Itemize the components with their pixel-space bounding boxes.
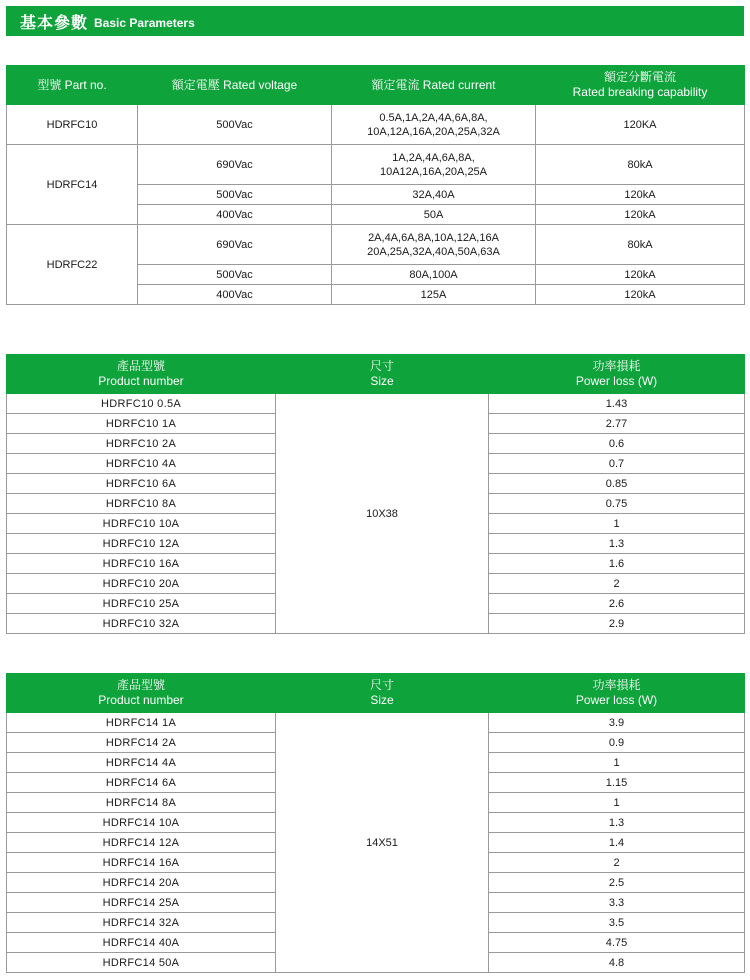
product-cell: HDRFC10 1A <box>7 414 276 434</box>
size-cell: 14X51 <box>276 713 489 973</box>
hdrfc14-power-loss-table <box>6 673 745 973</box>
power-loss-cell: 2.6 <box>489 594 745 614</box>
product-cell: HDRFC10 8A <box>7 494 276 514</box>
product-cell: HDRFC10 0.5A <box>7 394 276 414</box>
voltage-cell: 500Vac <box>138 185 332 205</box>
product-cell: HDRFC10 6A <box>7 474 276 494</box>
header-rated-current: 額定電流 Rated current <box>332 66 536 105</box>
power-loss-cell: 1.43 <box>489 394 745 414</box>
current-cell: 50A <box>332 205 536 225</box>
breaking-cell: 80kA <box>536 225 745 265</box>
power-loss-cell: 1 <box>489 793 745 813</box>
power-loss-cell: 0.9 <box>489 733 745 753</box>
power-loss-cell: 1.3 <box>489 813 745 833</box>
header-product-en: Product number <box>98 374 184 388</box>
section-title-zh: 基本參數 <box>20 14 89 32</box>
product-cell: HDRFC14 50A <box>7 953 276 973</box>
voltage-cell: 690Vac <box>138 225 332 265</box>
hdrfc10-power-loss-table <box>6 354 745 634</box>
power-loss-cell: 1.4 <box>489 833 745 853</box>
current-cell: 125A <box>332 285 536 305</box>
product-cell: HDRFC10 2A <box>7 434 276 454</box>
table-row <box>7 225 745 265</box>
voltage-cell: 400Vac <box>138 285 332 305</box>
product-cell: HDRFC14 6A <box>7 773 276 793</box>
table-header-row <box>7 66 745 105</box>
part-cell: HDRFC10 <box>7 105 138 145</box>
table-row <box>7 145 745 185</box>
current-cell: 32A,40A <box>332 185 536 205</box>
product-cell: HDRFC10 25A <box>7 594 276 614</box>
table-row <box>7 713 745 733</box>
part-cell: HDRFC14 <box>7 145 138 225</box>
product-cell: HDRFC14 1A <box>7 713 276 733</box>
power-loss-cell: 2 <box>489 574 745 594</box>
power-loss-cell: 4.75 <box>489 933 745 953</box>
current-line: 10A12A,16A,20A,25A <box>379 165 488 178</box>
power-loss-cell: 0.7 <box>489 454 745 474</box>
current-cell: 80A,100A <box>332 265 536 285</box>
header-loss-zh: 功率損耗 <box>592 678 641 692</box>
table-row <box>7 105 745 145</box>
current-line: 2A,4A,6A,8A,10A,12A,16A <box>368 231 499 244</box>
header-product-number <box>7 355 276 394</box>
product-cell: HDRFC14 12A <box>7 833 276 853</box>
current-line: 0.5A,1A,2A,4A,6A,8A, <box>379 111 488 124</box>
power-loss-cell: 1 <box>489 753 745 773</box>
product-cell: HDRFC14 10A <box>7 813 276 833</box>
header-loss-zh: 功率損耗 <box>592 359 641 373</box>
voltage-cell: 690Vac <box>138 145 332 185</box>
power-loss-cell: 2.5 <box>489 873 745 893</box>
current-line: 10A,12A,16A,20A,25A,32A <box>367 125 500 138</box>
product-cell: HDRFC10 20A <box>7 574 276 594</box>
product-cell: HDRFC10 4A <box>7 454 276 474</box>
size-cell: 10X38 <box>276 394 489 634</box>
power-loss-cell: 0.75 <box>489 494 745 514</box>
header-product-number <box>7 674 276 713</box>
power-loss-cell: 2 <box>489 853 745 873</box>
product-cell: HDRFC10 10A <box>7 514 276 534</box>
header-size-zh: 尺寸 <box>369 359 394 373</box>
table-header-row <box>7 355 745 394</box>
product-cell: HDRFC10 12A <box>7 534 276 554</box>
power-loss-cell: 3.5 <box>489 913 745 933</box>
part-cell: HDRFC22 <box>7 225 138 305</box>
header-product-en: Product number <box>98 693 184 707</box>
power-loss-cell: 1 <box>489 514 745 534</box>
breaking-cell: 120KA <box>536 105 745 145</box>
current-cell <box>332 145 536 185</box>
header-power-loss <box>489 674 745 713</box>
product-cell: HDRFC14 20A <box>7 873 276 893</box>
product-cell: HDRFC14 25A <box>7 893 276 913</box>
header-product-zh: 產品型號 <box>116 678 165 692</box>
breaking-cell: 120kA <box>536 265 745 285</box>
power-loss-cell: 1.3 <box>489 534 745 554</box>
header-product-zh: 產品型號 <box>116 359 165 373</box>
product-cell: HDRFC14 16A <box>7 853 276 873</box>
product-cell: HDRFC14 4A <box>7 753 276 773</box>
power-loss-cell: 2.77 <box>489 414 745 434</box>
product-cell: HDRFC14 32A <box>7 913 276 933</box>
header-size-en: Size <box>370 374 394 388</box>
voltage-cell: 400Vac <box>138 205 332 225</box>
header-rated-voltage: 額定電壓 Rated voltage <box>138 66 332 105</box>
power-loss-cell: 3.9 <box>489 713 745 733</box>
voltage-cell: 500Vac <box>138 265 332 285</box>
power-loss-cell: 4.8 <box>489 953 745 973</box>
header-size-zh: 尺寸 <box>369 678 394 692</box>
section-title-en: Basic Parameters <box>94 15 195 30</box>
table-row <box>7 394 745 414</box>
breaking-cell: 120kA <box>536 185 745 205</box>
power-loss-cell: 3.3 <box>489 893 745 913</box>
basic-parameters-table <box>6 65 745 305</box>
section-banner <box>6 6 744 36</box>
current-cell <box>332 225 536 265</box>
power-loss-cell: 1.6 <box>489 554 745 574</box>
header-power-loss <box>489 355 745 394</box>
current-line: 1A,2A,4A,6A,8A, <box>392 151 475 164</box>
power-loss-cell: 2.9 <box>489 614 745 634</box>
header-size <box>276 355 489 394</box>
power-loss-cell: 1.15 <box>489 773 745 793</box>
voltage-cell: 500Vac <box>138 105 332 145</box>
header-breaking-capability <box>536 66 745 105</box>
product-cell: HDRFC14 2A <box>7 733 276 753</box>
header-breaking-en: Rated breaking capability <box>572 85 708 99</box>
product-cell: HDRFC10 32A <box>7 614 276 634</box>
header-breaking-zh: 額定分斷電流 <box>603 70 676 84</box>
header-loss-en: Power loss (W) <box>575 693 658 707</box>
product-cell: HDRFC10 16A <box>7 554 276 574</box>
header-loss-en: Power loss (W) <box>575 374 658 388</box>
breaking-cell: 80kA <box>536 145 745 185</box>
product-cell: HDRFC14 8A <box>7 793 276 813</box>
header-size-en: Size <box>370 693 394 707</box>
breaking-cell: 120kA <box>536 205 745 225</box>
current-line: 20A,25A,32A,40A,50A,63A <box>367 245 500 258</box>
header-size <box>276 674 489 713</box>
table-header-row <box>7 674 745 713</box>
product-cell: HDRFC14 40A <box>7 933 276 953</box>
power-loss-cell: 0.85 <box>489 474 745 494</box>
header-part-no: 型號 Part no. <box>7 66 138 105</box>
breaking-cell: 120kA <box>536 285 745 305</box>
power-loss-cell: 0.6 <box>489 434 745 454</box>
current-cell <box>332 105 536 145</box>
